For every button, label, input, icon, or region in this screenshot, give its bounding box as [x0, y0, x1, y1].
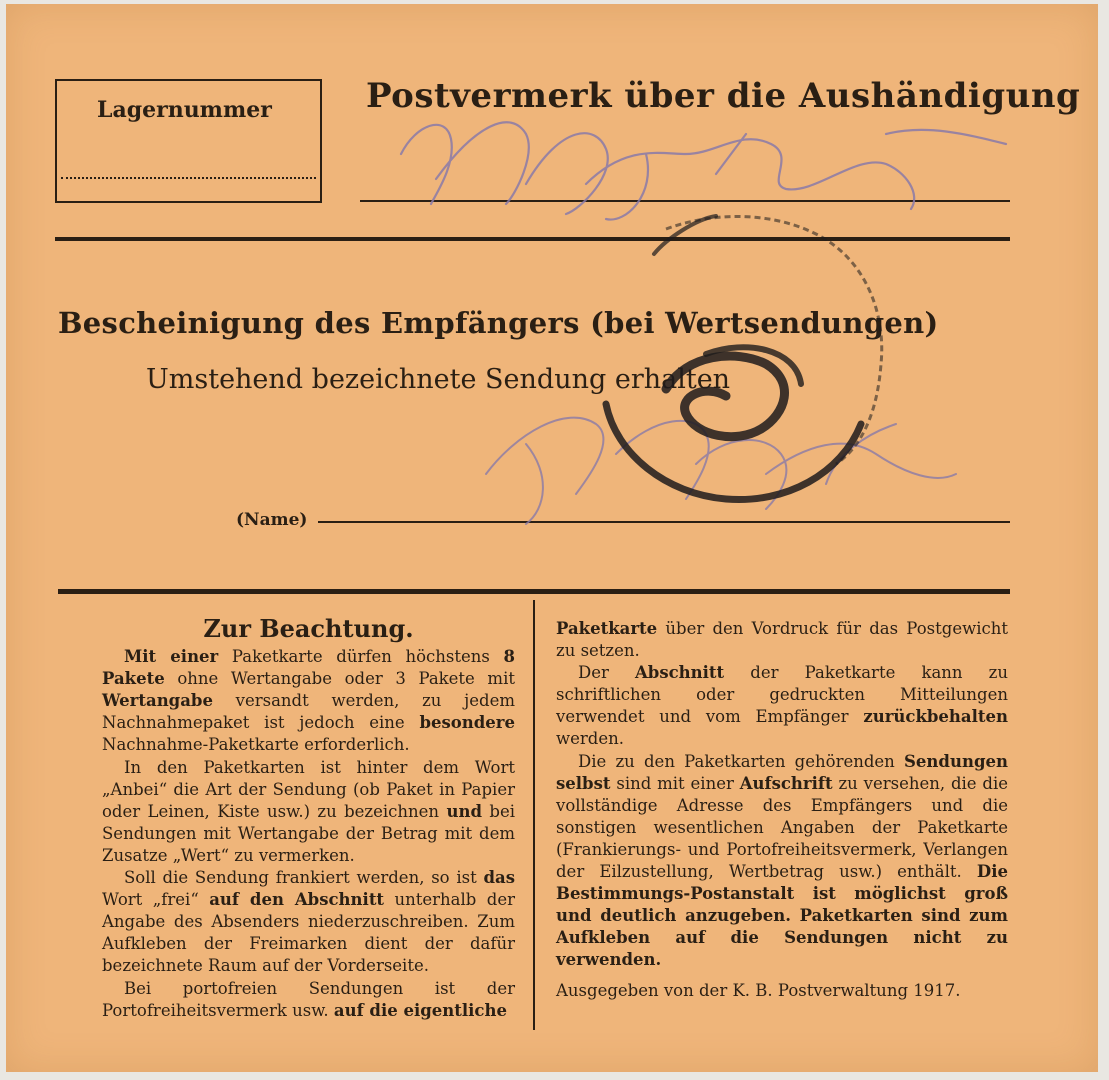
bold-text: das: [483, 868, 515, 888]
bold-text: 8 Pakete: [102, 647, 515, 689]
issued-by: Ausgegeben von der K. B. Postverwaltung 1917.: [556, 980, 961, 1000]
text: unterhalb der Angabe des Absenders niederzuschreiben. Zum Aufkleben der Freimarken dient der dafür bezeichnete Raum auf der Vorderseite.: [102, 890, 515, 976]
text: Nachnahme-Paketkarte erforderlich.: [102, 735, 410, 755]
bold-text: zurückbehalten: [863, 707, 1008, 727]
bold-text: Mit einer: [124, 647, 219, 667]
bold-text: Abschnitt: [635, 663, 725, 683]
text: der Paketkarte kann zu schriftlichen oder gedruckten Mitteilungen verwendet und vom Empfänger: [556, 663, 1008, 727]
bold-text: Wertangabe: [102, 691, 213, 711]
bold-text: auf den Abschnitt: [209, 890, 385, 910]
bold-text: und: [446, 801, 482, 821]
text: Die zu den Paketkarten gehörenden: [578, 751, 905, 771]
postvermerk-title: Postvermerk über die Aushändigung: [366, 76, 1081, 116]
text: Der: [578, 663, 635, 683]
parcel-card: [6, 4, 1098, 1072]
bescheinigung-subtitle: Umstehend bezeichnete Sendung erhalten: [146, 364, 731, 395]
beachtung-title: Zur Beachtung.: [203, 614, 414, 643]
lagernummer-label: Lagernummer: [97, 97, 272, 123]
text: ohne Wertangabe oder 3 Pakete mit: [164, 669, 515, 689]
bescheinigung-title: Bescheinigung des Empfängers (bei Wertsendungen): [58, 306, 939, 340]
text: werden.: [556, 729, 624, 749]
bold-text: Paketkarte: [556, 619, 658, 638]
text: Soll die Sendung frankiert werden, so ist: [124, 868, 484, 888]
text: sind mit einer: [610, 773, 740, 793]
text: Bei portofreien Sendungen ist der Portofreiheitsvermerk usw.: [102, 978, 515, 1020]
text: Wort „frei“: [102, 890, 210, 910]
bold-text: auf die eigentliche: [333, 1000, 507, 1020]
text: bei Sendungen mit Wertangabe der Betrag mit dem Zusatze „Wert“ zu vermerken.: [102, 801, 515, 865]
text: In den Paketkarten ist hinter dem Wort „Anbei“ die Art der Sendung (ob Paket in Papier oder Leinen, Kiste usw.) zu bezeichnen: [102, 757, 515, 821]
text: versandt werden, zu jedem Nachnahmepaket ist jedoch eine: [102, 691, 515, 733]
text: zu versehen, die die vollständige Adresse des Empfängers und die sonstigen wesentlichen Angaben der Paketkarte (Frankierungs- und Portofreiheitsvermerk, Verlangen der Eilzustellung, Wertbetrag usw.) enthält.: [556, 773, 1008, 882]
text: über den Vordruck für das Postgewicht zu setzen.: [556, 619, 1008, 661]
bold-text: Die Bestimmungs-Postanstalt ist möglichst groß und deutlich anzugeben. Paketkarten sind zum Aufkleben auf die Sendungen nicht zu verwenden.: [556, 862, 1008, 970]
bold-text: Sendungen selbst: [556, 751, 1008, 793]
text: Paketkarte dürfen höchstens: [218, 647, 504, 667]
bold-text: Aufschrift: [739, 773, 833, 793]
postmark-stamp: [6, 4, 1098, 1072]
bold-text: besondere: [419, 713, 515, 733]
name-label: (Name): [236, 510, 308, 530]
